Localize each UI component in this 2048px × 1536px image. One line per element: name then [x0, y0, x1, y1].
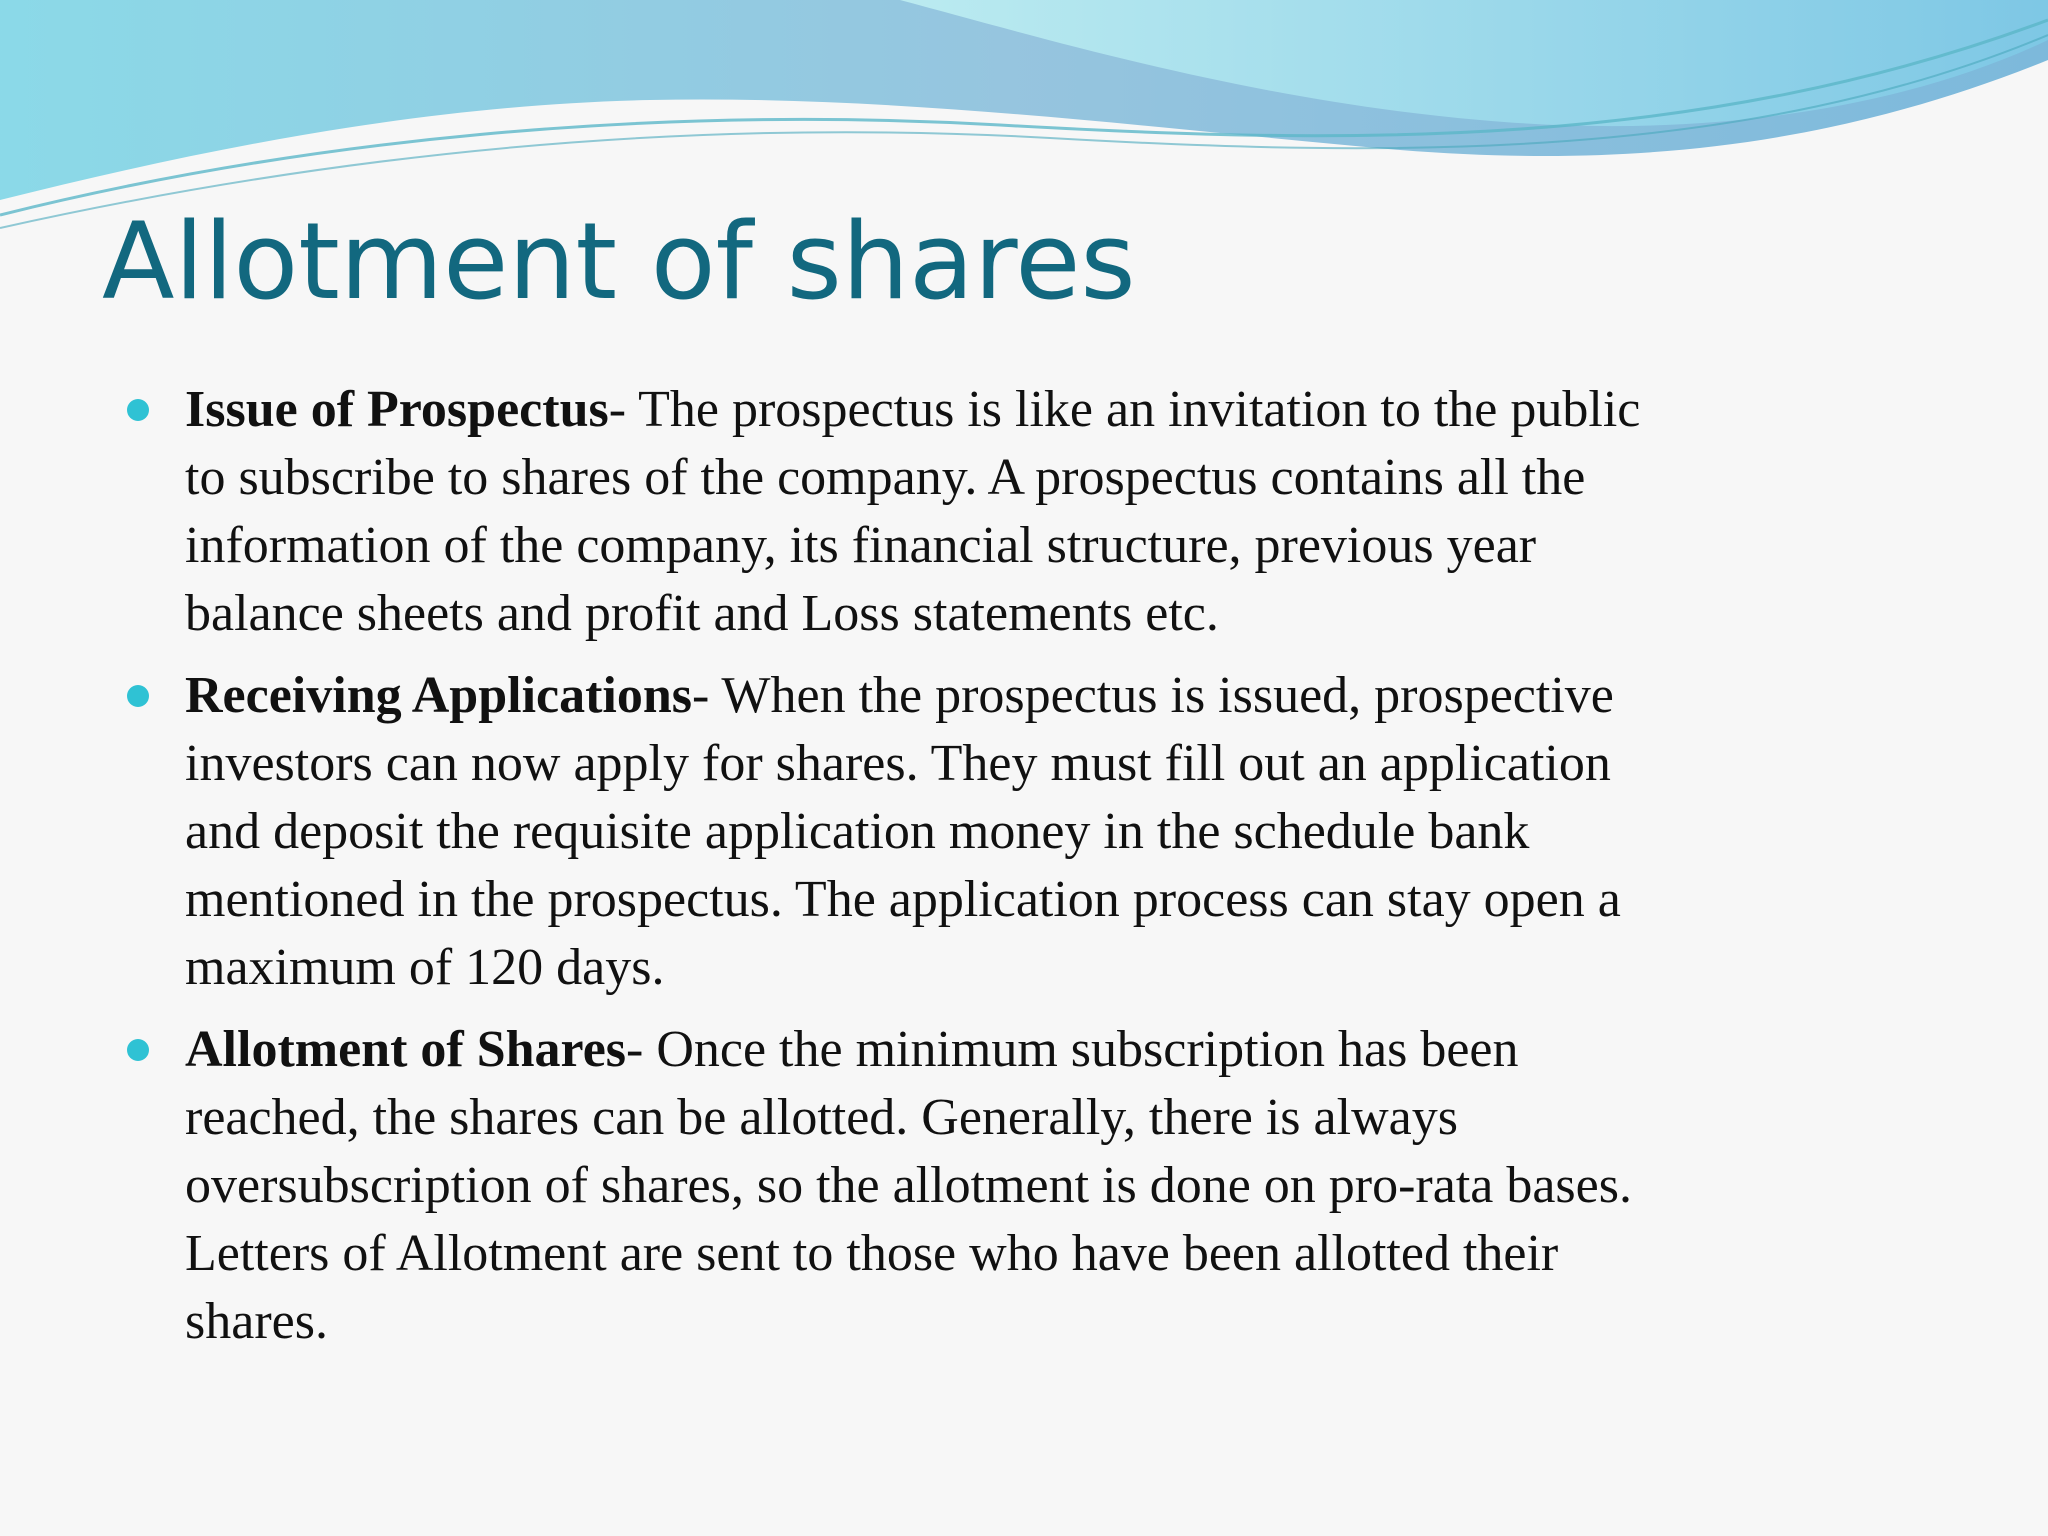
bullet-list [0, 376, 2048, 1370]
bullet-line: mentioned in the prospectus. The application process can stay open a [185, 871, 1621, 928]
bullet-term: Receiving Applications [185, 667, 693, 724]
bullet-line: maximum of 120 days. [185, 939, 665, 996]
bullet-receiving-applications [0, 662, 2048, 1002]
slide-title: Allotment of shares [102, 200, 1136, 323]
bullet-line: and deposit the requisite application money in the schedule bank [185, 803, 1530, 860]
bullet-line: information of the company, its financial structure, previous year [185, 517, 1537, 574]
bullet-term: Allotment of Shares [185, 1021, 627, 1078]
bullet-text: - The prospectus is like an invitation to the public [608, 381, 1641, 438]
bullet-line: balance sheets and profit and Loss statements etc. [185, 585, 1219, 642]
bullet-line: reached, the shares can be allotted. Generally, there is always [185, 1089, 1458, 1146]
bullet-text: - Once the minimum subscription has been [626, 1021, 1519, 1078]
bullet-line: to subscribe to shares of the company. A prospectus contains all the [185, 449, 1586, 506]
bullet-line: Letters of Allotment are sent to those who have been allotted their [185, 1225, 1559, 1282]
bullet-line: oversubscription of shares, so the allotment is done on pro-rata bases. [185, 1157, 1632, 1214]
bullet-allotment-of-shares [0, 1016, 2048, 1356]
bullet-line [185, 376, 1988, 444]
bullet-line [185, 1016, 1988, 1084]
bullet-term: Issue of Prospectus [185, 381, 609, 438]
bullet-issue-of-prospectus [0, 376, 2048, 648]
bullet-dot-icon [127, 685, 149, 707]
bullet-dot-icon [127, 399, 149, 421]
bullet-line: investors can now apply for shares. They must fill out an application [185, 735, 1611, 792]
bullet-line [185, 662, 1988, 730]
bullet-dot-icon [127, 1039, 149, 1061]
bullet-text: - When the prospectus is issued, prospective [692, 667, 1614, 724]
bullet-line: shares. [185, 1293, 328, 1350]
